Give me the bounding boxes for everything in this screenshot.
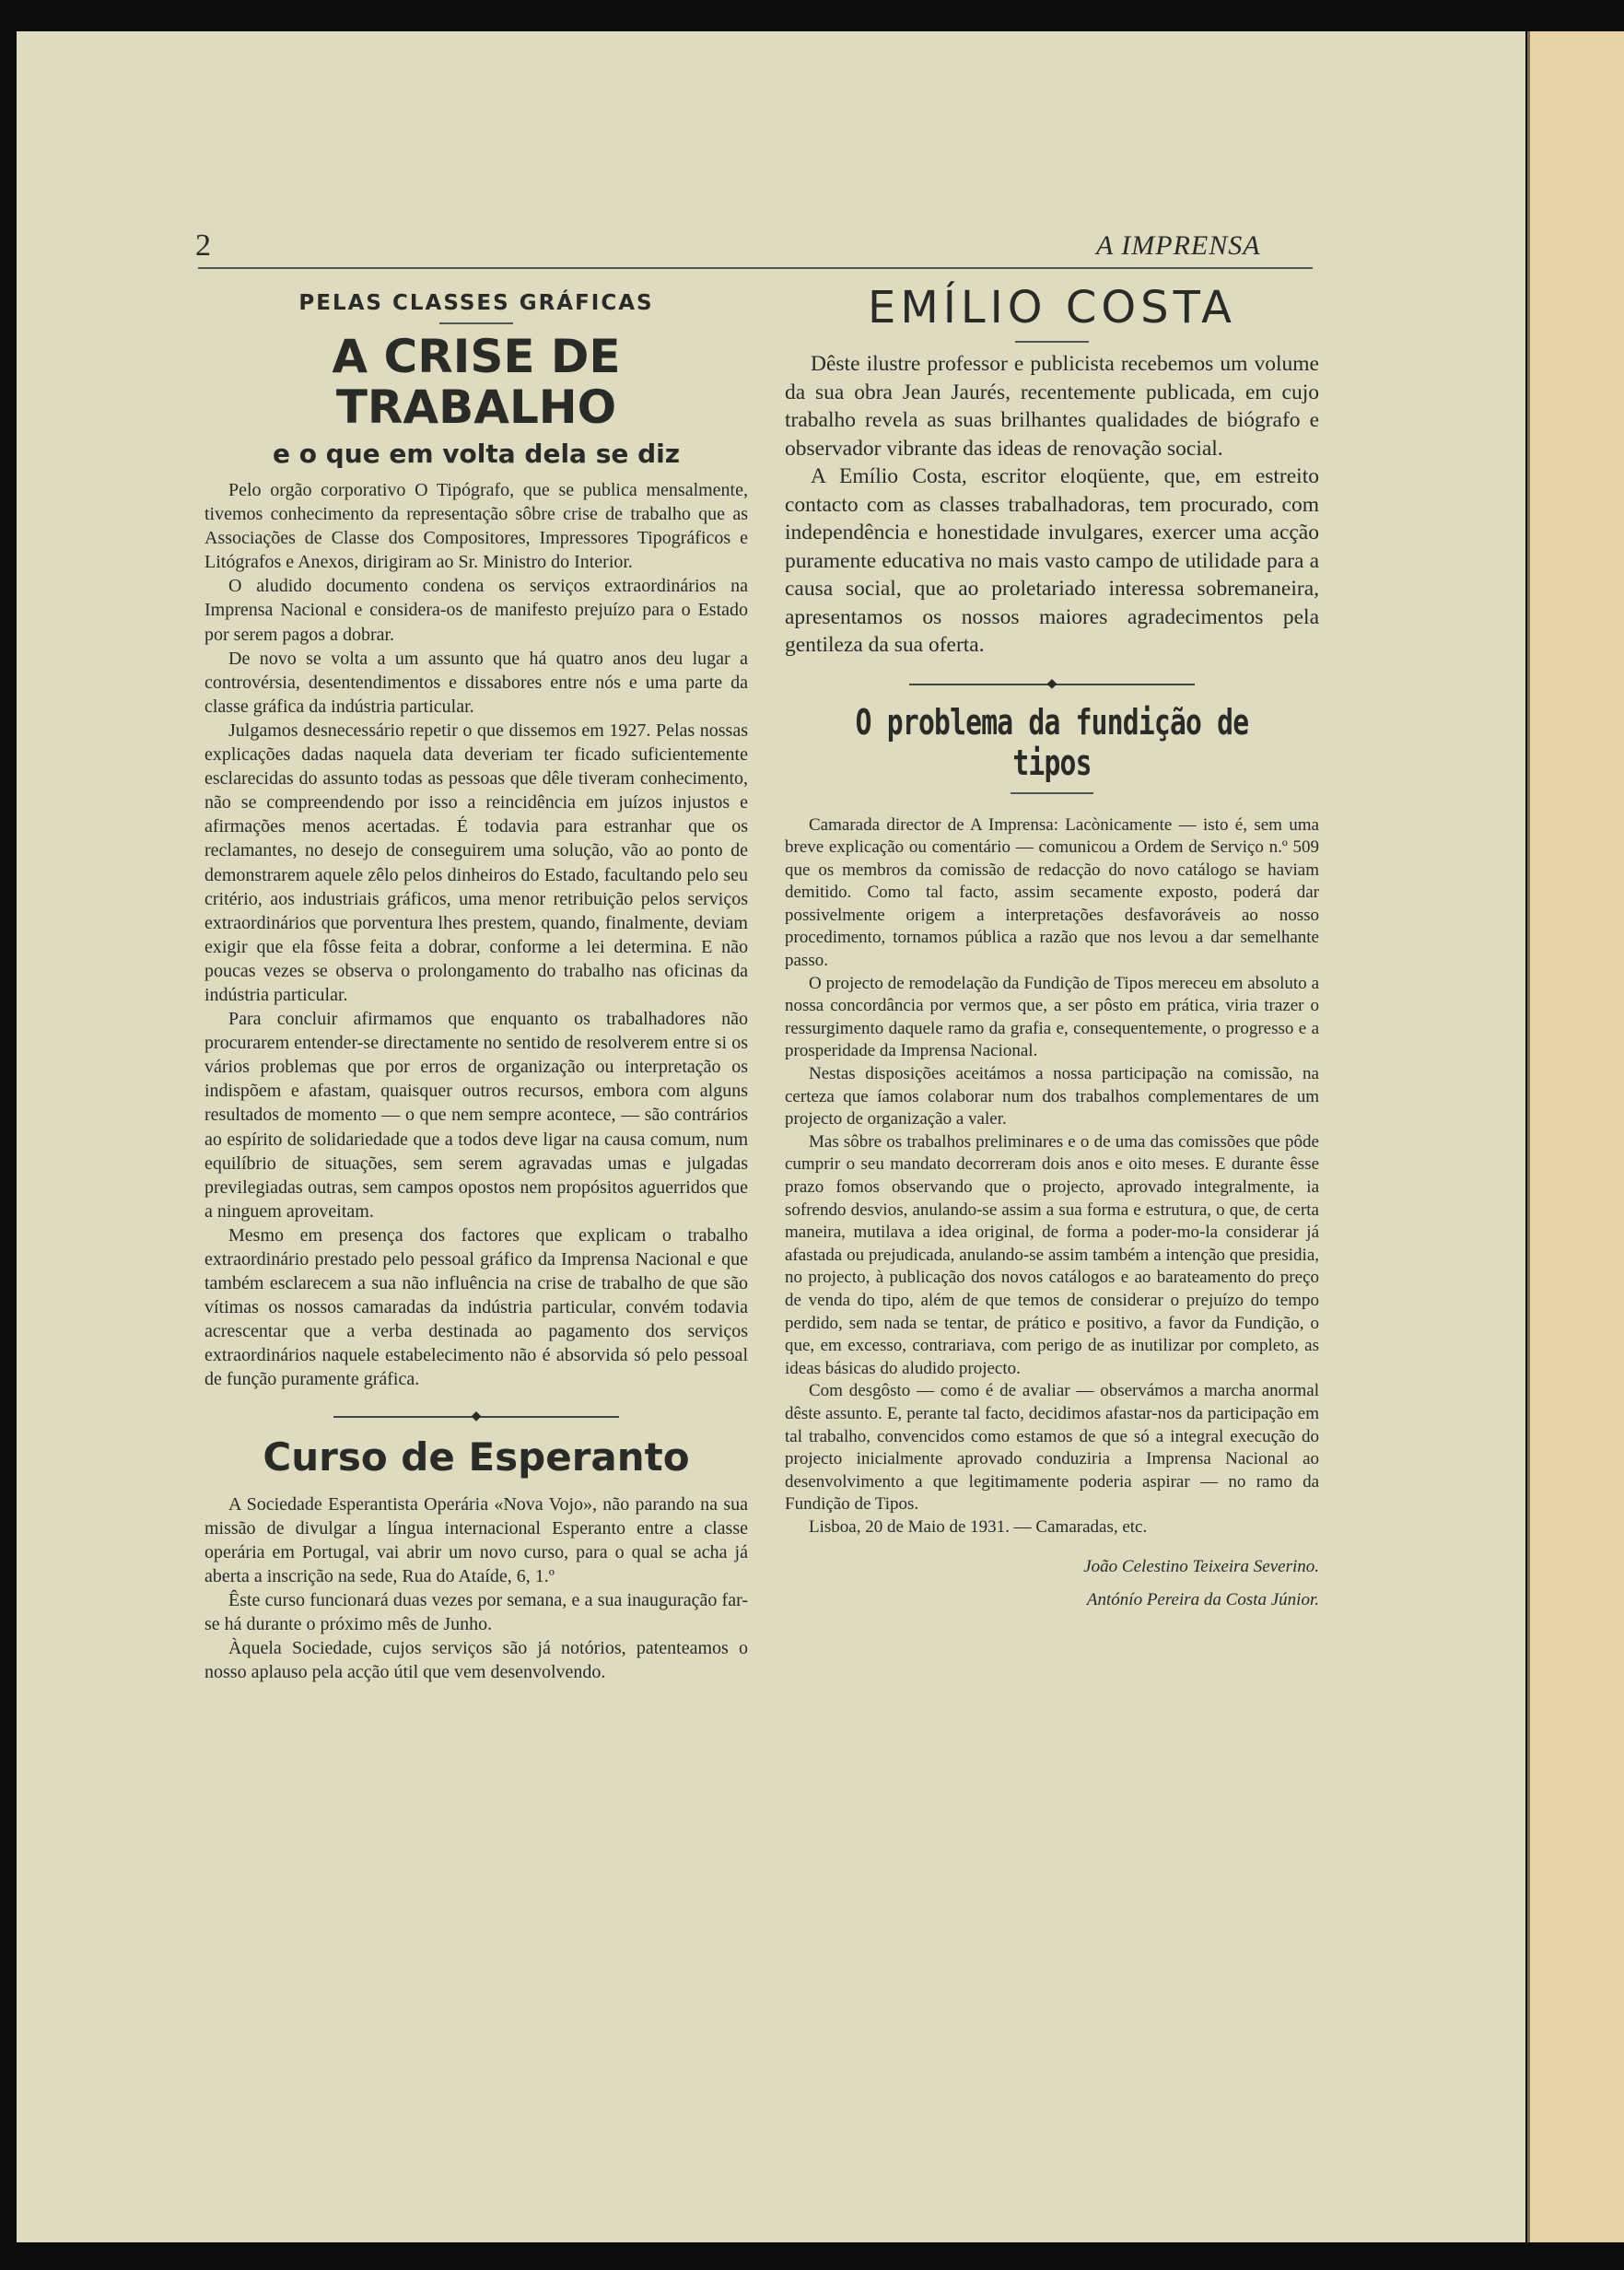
signature-line: Antónío Pereira da Costa Júnior. xyxy=(1086,1589,1319,1609)
masthead: A IMPRENSA xyxy=(1096,230,1261,261)
paragraph: De novo se volta a um assunto que há quatro anos deu lugar a controvérsia, desentendimentos e dissabores entre nós e uma parte da classe gráfica da indústria particular. xyxy=(204,648,748,717)
paragraph: Àquela Sociedade, cujos serviços são já notórios, patenteamos o nosso aplauso pela acção útil que vem desenvolvendo. xyxy=(204,1638,748,1683)
article-title-emilio: EMÍLIO COSTA xyxy=(867,282,1237,333)
paragraph: Para concluir afirmamos que enquanto os trabalhadores não procurarem entender-se directamente no sentido de resolverem entre si os vários problemas que por erros de organização ou interpretação os indispõem e afastam, quaisquer outros recursos, embora com alguns resultados de momento — o que nem sempre acontece, — são contrários ao espírito de solidariedade que a todos deve ligar na causa comum, num equilíbrio de situações, sem serem agravadas umas e julgadas previlegiadas outras, sem campos opostos nem propósitos aguerridos que a ninguem aproveitam. xyxy=(204,1009,748,1222)
signature-line: João Celestino Teixeira Severino. xyxy=(1083,1556,1319,1576)
paragraph: Nestas disposições aceitámos a nossa participação na comissão, na certeza que íamos colaborar num dos trabalhos complementares de um projecto de organização a valer. xyxy=(785,1064,1319,1129)
left-column xyxy=(204,276,748,1684)
article-body-problema xyxy=(785,814,1319,1539)
paragraph: Mas sôbre os trabalhos preliminares e o de uma das comissões que pôde cumprir o seu mandato decorreram dois anos e oito meses. E durante êsse prazo fomos observando que o projecto, aprovado integralmente, ia sofrendo desvios, anulando-se assim a sua forma e estrutura, o que, de certa maneira, mutilava a idea original, de forma a poder-mo-la considerar já afastada ou prejudicada, anulando-se assim também a intenção que presidia, no projecto, à publicação dos novos catálogos e ao barateamento do preço de venda do tipo, além de que temos de considerar o prejuízo do tempo perdido, sem nada se tentar, de prático e positivo, a favor da Fundição, o que, em excesso, contrariava, com perigo de as inutilizar por completo, as ideas básicas do aludido projecto. xyxy=(785,1131,1319,1378)
article-body-curso xyxy=(204,1492,748,1685)
ornamental-divider xyxy=(909,676,1195,691)
paragraph: Julgamos desnecessário repetir o que dissemos em 1927. Pelas nossas explicações dadas naquela data deveriam ter ficado suficientemente esclarecidas do assunto todas as pessoas que dêle tiveram conhecimento, não se compreendendo por isso a reincidência em juízos injustos e afirmações menos acertadas. É todavia para estranhar que os reclamantes, no desejo de conseguirem uma solução, vão ao ponto de demonstrarem aquele zêlo pelos dinheiros do Estado, facultando pelo seu critério, aos industriais gráficos, uma menor retribuição pelos serviços extraordinários que porventura lhes prestem, quando, finalmente, deviam exigir que ela fôsse feita a dobrar, conforme a lei determina. E não poucas vezes se observa o prolongamento do trabalho nas oficinas da indústria particular. xyxy=(204,720,748,1005)
article-subtitle-crise: e o que em volta dela se diz xyxy=(272,439,681,469)
paragraph: Êste curso funcionará duas vezes por semana, e a sua inauguração far-se há durante o próximo mês de Junho. xyxy=(204,1589,748,1635)
right-column xyxy=(785,276,1319,1617)
title-rule xyxy=(1015,341,1089,343)
kicker-rule xyxy=(439,322,513,324)
section-kicker: PELAS CLASSES GRÁFICAS xyxy=(298,291,654,315)
paragraph: Dêste ilustre professor e publicista recebemos um volume da sua obra Jean Jaurés, recentemente publicada, em cujo trabalho revela as suas brilhantes qualidades de biógrafo e observador vibrante das ideas de renovação social. xyxy=(785,352,1319,461)
paragraph: O aludido documento condena os serviços extraordinários na Imprensa Nacional e considera-os de manifesto prejuízo para o Estado por serem pagos a dobrar. xyxy=(204,576,748,645)
article-title-problema: O problema da fundição de tipos xyxy=(855,701,1249,783)
ornamental-divider xyxy=(333,1409,619,1423)
paragraph: Pelo orgão corporativo O Tipógrafo, que se publica mensalmente, tivemos conhecimento da representação sôbre crise de trabalho que as Associações de Classe dos Compositores, Impressores Tipográficos e Litógrafos e Anexos, dirigiram ao Sr. Ministro do Interior. xyxy=(204,480,748,573)
article-body-emilio xyxy=(785,350,1319,660)
paragraph: A Sociedade Esperantista Operária «Nova Vojo», não parando na sua missão de divulgar a língua internacional Esperanto entre a classe operária em Portugal, vai abrir um novo curso, para o qual se acha já aberta a inscrição na sede, Rua do Ataíde, 6, 1.º xyxy=(204,1493,748,1586)
paragraph: Camarada director de A Imprensa: Lacònicamente — isto é, sem uma breve explicação ou comentário — comunicou a Ordem de Serviço n.º 509 que os membros da comissão de redacção do novo catálogo se haviam demitido. Como tal facto, assim secamente exposto, poderá dar possivelmente origem a interpretações desfavoráveis ao nosso procedimento, tornamos pública a razão que nos levou a dar semelhante passo. xyxy=(785,814,1319,971)
diamond-ornament-icon: ◆ xyxy=(1046,676,1057,691)
article-title-curso: Curso de Esperanto xyxy=(263,1433,690,1480)
paragraph: O projecto de remodelação da Fundição de Tipos mereceu em absoluto a nossa concordância por vermos que, a ser pôsto em prática, viria trazer o ressurgimento daquele ramo da grafia e, consequentemente, o progresso e a prosperidade da Imprensa Nacional. xyxy=(785,973,1319,1061)
article-body-crise xyxy=(204,478,748,1392)
article-title-crise: A CRISE DE TRABALHO xyxy=(332,330,621,434)
paragraph: Com desgôsto — como é de avaliar — observámos a marcha anormal dêste assunto. E, perante tal facto, decidimos afastar-nos da participação em tal trabalho, convencidos como estamos de que só a integral execução do projecto inicialmente aprovado conduziria a Imprensa Nacional ao desenvolvimento a que legitimamente poderia aspirar — no ramo da Fundição de Tipos. xyxy=(785,1381,1319,1515)
paragraph: Mesmo em presença dos factores que explicam o trabalho extraordinário prestado pelo pessoal gráfico da Imprensa Nacional e que também esclarecem a sua não influência na crise de trabalho de que são vítimas os nossos camaradas da indústria particular, convém todavia acrescentar que a verba destinada ao pagamento dos serviços extraordinários naquele estabelecimento não é absorvida só pelo pessoal de função puramente gráfica. xyxy=(204,1224,748,1390)
page-number: 2 xyxy=(195,228,211,263)
paragraph: A Emílio Costa, escritor eloqüente, que, em estreito contacto com as classes trabalhadoras, tem procurado, com independência e honestidade invulgares, exercer uma acção puramente educativa no mais vasto campo de utilidade para a causa social, que ao proletariado interessa sobremaneira, apresentamos os nossos maiores agradecimentos pela gentileza da sua oferta. xyxy=(785,464,1319,657)
diamond-ornament-icon: ◆ xyxy=(471,1409,482,1423)
dateline: Lisboa, 20 de Maio de 1931. — Camaradas, etc. xyxy=(809,1516,1148,1537)
next-page-edge xyxy=(1527,31,1624,2242)
signatures xyxy=(785,1550,1319,1617)
header-rule xyxy=(198,267,1313,269)
title-rule xyxy=(1011,792,1093,794)
